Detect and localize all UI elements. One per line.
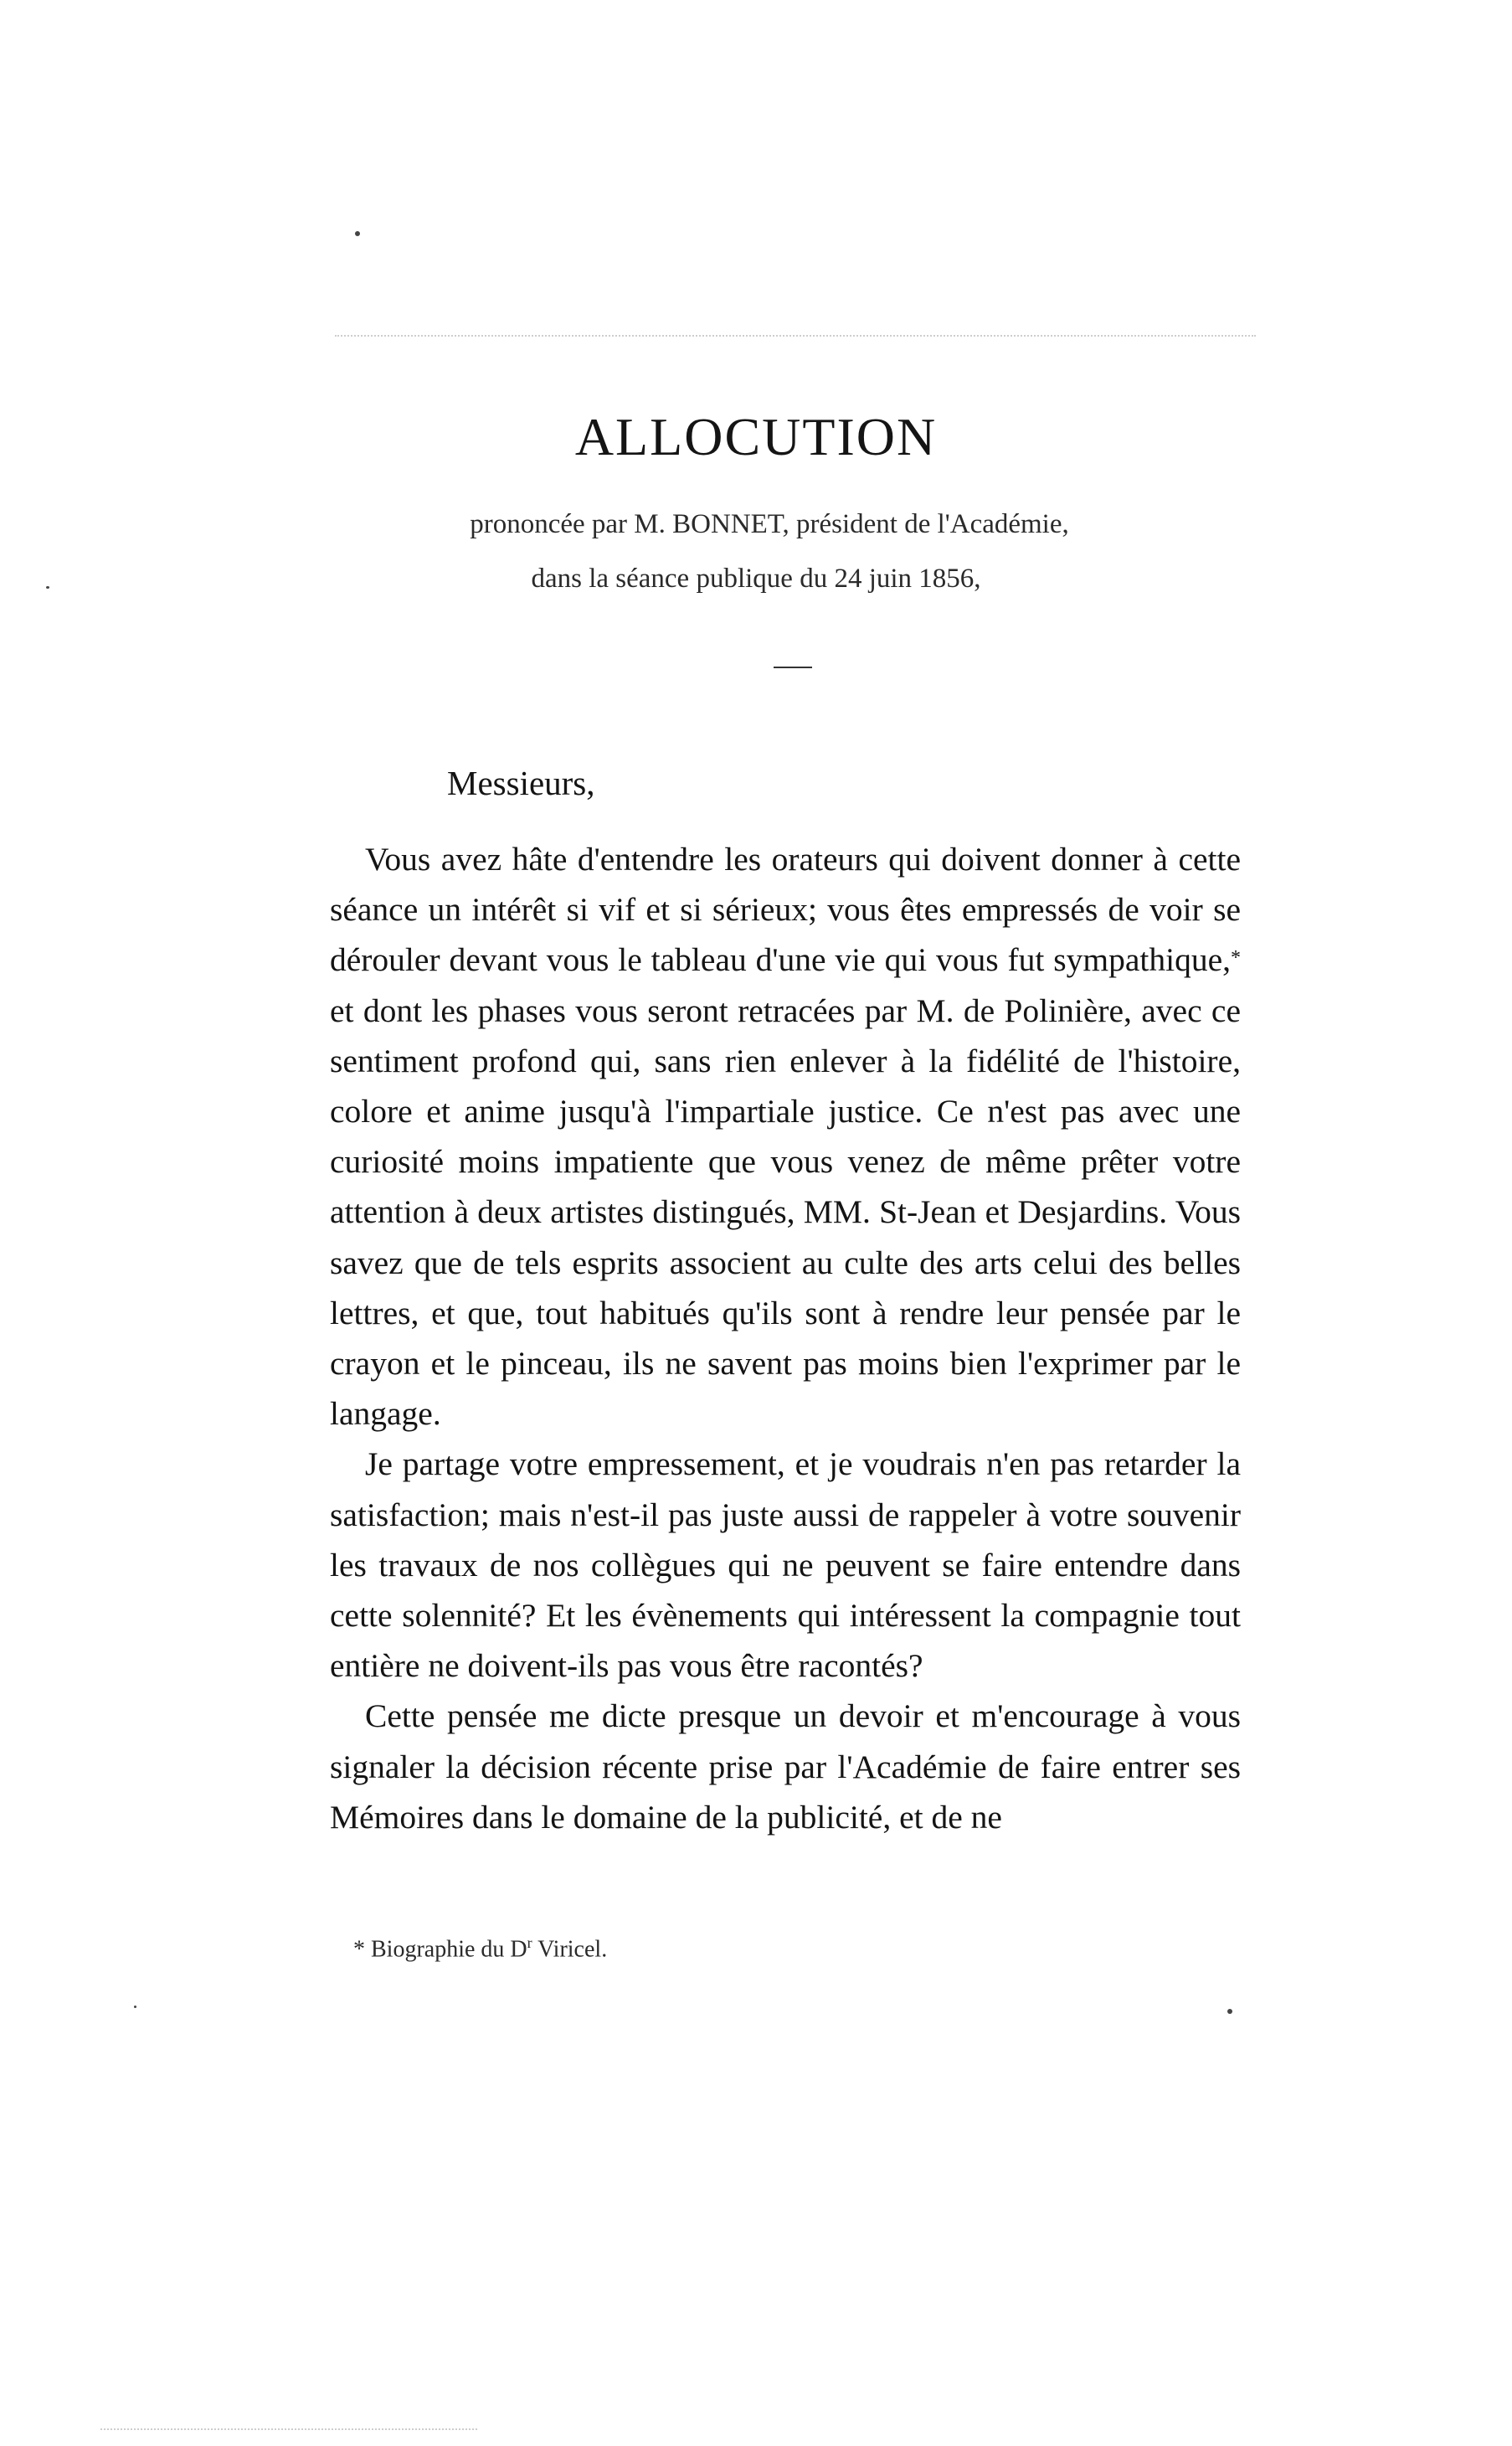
- page-title: ALLOCUTION: [574, 407, 938, 466]
- scan-speck: [355, 231, 360, 236]
- footnote-text-after: Viricel.: [532, 1936, 608, 1963]
- footnote-text-before: Biographie du D: [371, 1936, 527, 1963]
- subtitle-line-2: dans la séance publique du 24 juin 1856,: [531, 564, 981, 594]
- scan-speck: [134, 2006, 136, 2008]
- salutation: Messieurs,: [447, 764, 595, 802]
- top-scan-artifact-line: [335, 335, 1256, 340]
- body-text: [330, 834, 1241, 1842]
- footnote-reference-mark: *: [1231, 947, 1241, 970]
- footnote: [353, 1935, 607, 1961]
- paragraph-3: Cette pensée me dicte presque un devoir et m'encourage à vous signaler la décision récente prise par l'Académie de faire entrer ses Mémoires dans le domaine de la publicité, et de ne: [330, 1697, 1241, 1836]
- scan-speck: [1227, 2009, 1232, 2014]
- paragraph-1-part-1: Vous avez hâte d'entendre les orateurs qui doivent donner à cette séance un intérêt si vif et si sérieux; vous êtes empressés de voir se dérouler devant vous le tableau d'une vie qui vous fut sympathique,: [330, 841, 1241, 979]
- paragraph-1: [330, 834, 1241, 1439]
- scan-speck: [46, 586, 49, 589]
- paragraph-1-part-2: et dont les phases vous seront retracées par M. de Polinière, avec ce sentiment profond qui, sans rien enlever à la fidélité de l'histoire, colore et anime jusqu'à l'impartiale justice. Ce n'est pas avec une curiosité moins impatiente que vous venez de même prêter votre attention à deux artistes distingués, MM. St-Jean et Desjardins. Vous savez que de tels esprits associent au culte des arts celui des belles lettres, et que, tout habitués qu'ils sont à rendre leur pensée par le crayon et le pinceau, ils ne savent pas moins bien l'exprimer par le langage.: [330, 991, 1241, 1433]
- paragraph-2: Je partage votre empressement, et je voudrais n'en pas retarder la satisfaction; mais n'est-il pas juste aussi de rappeler à votre souvenir les travaux de nos collègues qui ne peuvent se faire entendre dans cette solennité? Et les évènements qui intéressent la compagnie tout entière ne doivent-ils pas vous être racontés?: [330, 1445, 1241, 1685]
- separator-rule: [774, 667, 812, 668]
- bottom-scan-artifact-line: [100, 2428, 477, 2433]
- footnote-superscript: r: [527, 1934, 532, 1951]
- footnote-mark: *: [353, 1936, 365, 1963]
- subtitle-line-1: prononcée par M. BONNET, président de l'Académie,: [470, 509, 1069, 539]
